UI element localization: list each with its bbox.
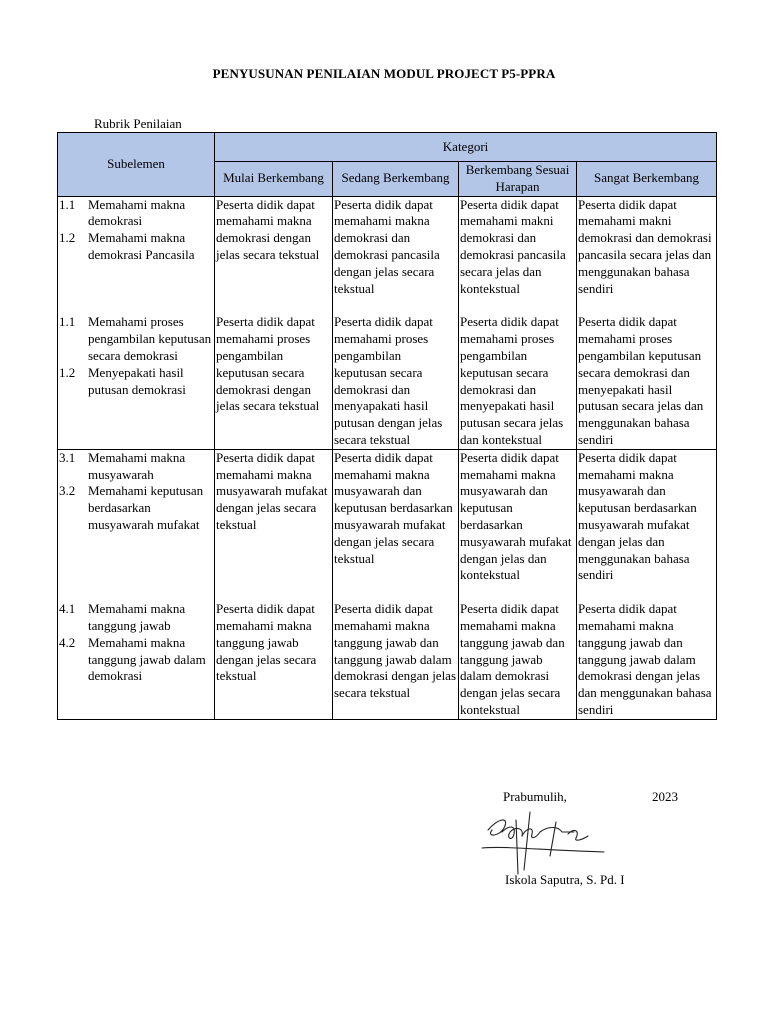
list-item: 1.2 Menyepakati hasil putusan demokrasi [59, 364, 186, 397]
subelemen-cell [58, 196, 215, 297]
list-item: 3.1 Memahami makna musyawarah [59, 449, 186, 482]
table-row [58, 601, 717, 719]
descriptor-cell: Peserta didik dapat memahami proses pengambilan keputusan secara demokrasi dan menyepakati hasil putusan secara jelas dan kontekstual [459, 314, 577, 449]
descriptor-cell: Peserta didik dapat memahami makna tanggung jawab dan tanggung jawab dalam demokrasi dengan jelas dan menggunakan bahasa sendiri [577, 601, 717, 719]
descriptor-cell: Peserta didik dapat memahami makna demokrasi dan demokrasi pancasila dengan jelas secara tekstual [333, 196, 459, 297]
signature-year: 2023 [652, 789, 678, 804]
table-row [58, 449, 717, 584]
descriptor-cell: Peserta didik dapat memahami makna tanggung jawab dan tanggung jawab dalam demokrasi dengan jelas secara kontekstual [459, 601, 577, 719]
header-kategori: Kategori [215, 133, 717, 162]
list-item: 4.1 Memahami makna tanggung jawab [59, 601, 186, 633]
descriptor-cell: Peserta didik dapat memahami makna demokrasi dengan jelas secara tekstual [215, 196, 333, 297]
header-level-sesuai-harapan: Berkembang Sesuai Harapan [459, 162, 577, 197]
descriptor-cell: Peserta didik dapat memahami makna musyawarah mufakat dengan jelas secara tekstual [215, 449, 333, 584]
list-item: 1.1 Memahami makna demokrasi [59, 196, 186, 229]
descriptor-cell: Peserta didik dapat memahami proses pengambilan keputusan secara demokrasi dan menyepakati hasil putusan secara jelas dan menggunakan bahasa sendiri [577, 314, 717, 449]
descriptor-cell: Peserta didik dapat memahami makni demokrasi dan demokrasi pancasila secara jelas dan kontekstual [459, 196, 577, 297]
spacer-row [58, 584, 717, 601]
header-subelemen: Subelemen [58, 133, 215, 197]
list-item: 1.1 Memahami proses pengambilan keputusan secara demokrasi [59, 314, 212, 363]
descriptor-cell: Peserta didik dapat memahami makna musyawarah dan keputusan berdasarkan musyawarah mufakat dengan jelas secara tekstual [333, 449, 459, 584]
descriptor-cell: Peserta didik dapat memahami proses pengambilan keputusan secara demokrasi dan menyapakati hasil putusan dengan jelas secara tekstual [333, 314, 459, 449]
handwritten-signature [478, 808, 608, 878]
rubric-table [57, 132, 717, 720]
subelemen-cell [58, 601, 215, 719]
table-row [58, 196, 717, 297]
descriptor-cell: Peserta didik dapat memahami makna tanggung jawab dengan jelas secara tekstual [215, 601, 333, 719]
descriptor-cell: Peserta didik dapat memahami makni demokrasi dan demokrasi pancasila secara jelas dan menggunakan bahasa sendiri [577, 196, 717, 297]
list-item: 1.2 Memahami makna demokrasi Pancasila [59, 230, 195, 262]
document-title: PENYUSUNAN PENILAIAN MODUL PROJECT P5-PPRA [212, 66, 556, 81]
descriptor-cell: Peserta didik dapat memahami makna tanggung jawab dan tanggung jawab dalam demokrasi dengan jelas secara tekstual [333, 601, 459, 719]
header-level-mulai: Mulai Berkembang [215, 162, 333, 197]
table-row [58, 314, 717, 449]
header-level-sedang: Sedang Berkembang [333, 162, 459, 197]
descriptor-cell: Peserta didik dapat memahami makna musyawarah dan keputusan berdasarkan musyawarah mufakat dengan jelas dan menggunakan bahasa sendiri [577, 449, 717, 584]
descriptor-cell: Peserta didik dapat memahami proses pengambilan keputusan secara demokrasi dengan jelas secara tekstual [215, 314, 333, 449]
spacer-row [58, 297, 717, 314]
document-subtitle: Rubrik Penilaian [94, 116, 182, 131]
signature-city: Prabumulih, [503, 789, 567, 804]
signer-name: Iskola Saputra, S. Pd. I [505, 872, 625, 887]
descriptor-cell: Peserta didik dapat memahami makna musyawarah dan keputusan berdasarkan musyawarah mufakat dengan jelas dan kontekstual [459, 449, 577, 584]
list-item: 4.2 Memahami makna tanggung jawab dalam demokrasi [59, 634, 206, 684]
subelemen-cell [58, 314, 215, 449]
header-level-sangat: Sangat Berkembang [577, 162, 717, 197]
subelemen-cell [58, 449, 215, 584]
list-item: 3.2 Memahami keputusan berdasarkan musyawarah mufakat [59, 483, 204, 532]
